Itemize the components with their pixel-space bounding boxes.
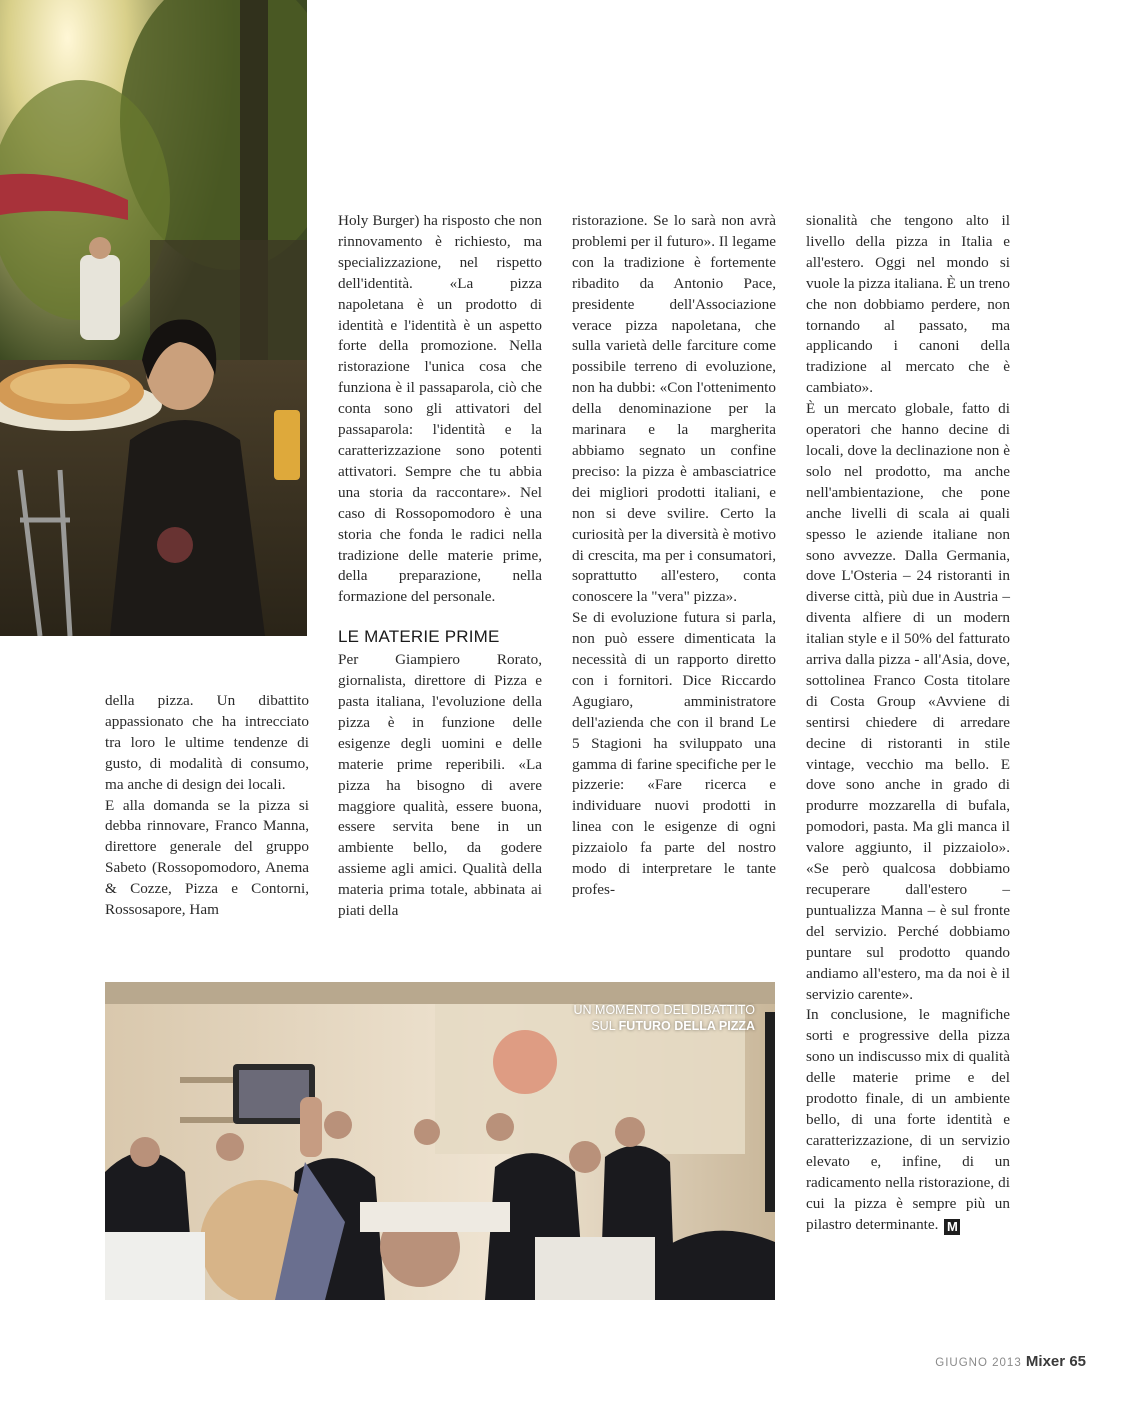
paragraph-final-text: In conclusione, le magnifiche sorti e progressive della pizza sono un indiscusso mix di qualità delle materie prime e del prodotto finale, di un ambiente bello, di una forte identità e caratterizzazione, di un servizio elevato e, infine, di un radicamento nella ristorazione, di cui la pizza è sempre più un pilastro determinante. [806,1006,1010,1233]
paragraph-final [806,1005,1010,1235]
article-column-3 [572,211,776,901]
terrace-photo-illustration [0,0,307,636]
caption-line-1: UN MOMENTO DEL DIBATTITO [573,1003,755,1017]
photo-caption [574,1002,756,1034]
debate-photo [105,982,775,1300]
caption-line-2-bold: FUTURO DELLA PIZZA [618,1019,755,1033]
paragraph: ristorazione. Se lo sarà non avrà problemi per il futuro». Il legame con la tradizione è fortemente ribadito da Antonio Pace, presidente dell'Associazione verace pizza napoletana, che sulla varietà delle farciture come possibile terreno di evoluzione, non ha dubbi: «Con l'ottenimento della denominazione per la marinara e la margherita abbiamo segnato un confine preciso: la pizza è ambasciatrice dei migliori prodotti italiani, e non si deve svilire. Certo la curiosità per la diversità è motivo di crescita, ma per i consumatori, soprattutto all'estero, conta conoscere la "vera" pizza». [572,212,776,606]
section-heading: LE MATERIE PRIME [338,627,500,647]
page-number: 65 [1069,1353,1086,1370]
page-folio [935,1353,1086,1370]
article-column-2 [338,211,542,922]
paragraph: della pizza. Un dibattito appassionato che ha intrecciato tra loro le ultime tendenze di gusto, di modalità di consumo, ma anche di design dei locali. [105,692,309,793]
caption-line-2-prefix: SUL [591,1019,619,1033]
caption-line-2 [574,1018,756,1034]
end-of-article-mark: M [944,1219,960,1235]
magazine-name: Mixer [1025,1353,1066,1370]
paragraph: Se di evoluzione futura si parla, non può essere dimenticata la necessità di un rapporto diretto con i fornitori. Dice Riccardo Agugiaro, amministratore dell'azienda che con il brand Le 5 Stagioni ha sviluppato una gamma di farine specifiche per le pizzerie: «Fare ricerca e individuare nuovi prodotti in linea con le esigenze di ogni pizzaiolo fa parte del nostro modo di interpretare le tante profes- [572,609,776,898]
paragraph: Per Giampiero Rorato, giornalista, direttore di Pizza e pasta italiana, l'evoluzione della pizza è in funzione delle esigenze degli uomini e delle materie prime reperibili. «La pizza ha bisogno di avere maggiore qualità, essere buona, essere servita bene in un ambiente bello, da godere assieme agli amici. Qualità della materia prima totale, abbinata ai piati della [338,651,542,920]
paragraph: Holy Burger) ha risposto che non rinnovamento è richiesto, ma specializzazione, nel rispetto dell'identità. «La pizza napoletana è un prodotto di identità e l'identità è un aspetto forte della promozione. Nella ristorazione l'unica cosa che funziona è il passaparola, ciò che conta sono gli attivatori del passaparola: l'identità e la caratterizzazione sono potenti attivatori. Sempre che tu abbia una storia da raccontare». Nel caso di Rossopomodoro è una storia che fonda le radici nella tradizione delle materie prime, della preparazione, nella formazione del personale. [338,212,542,606]
paragraph: È un mercato globale, fatto di operatori che hanno decine di locali, dove la declinazione non è solo nel prodotto, ma anche nell'ambientazione, che pone anche livelli di scala ai quali spesso le aziende italiane non sono avvezze. Dalla Germania, dove L'Osteria – 24 ristoranti in diverse città, più due in Austria – diventa alfiere di un modern italian style e il 50% del fatturato arriva dalla pizza - all'Asia, dove, sottolinea Franco Costa titolare di Costa Group «Avviene di sentirsi chiedere di arredare decine di ristoranti in stile vintage, vecchio ma bello. E dove sono anche in grado di produrre mozzarella di bufala, pomodori, pasta. Ma gli manca il valore aggiunto, il pizzaiolo». «Se però qualcosa dobbiamo recuperare dall'estero – puntualizza Manna – è sul fronte del servizio. Perché dobbiamo puntare sul prodotto quando andiamo all'estero, ma da noi è il servizio carente». [806,400,1010,1003]
terrace-photo [0,0,307,636]
paragraph: E alla domanda se la pizza si debba rinnovare, Franco Manna, direttore generale del gruppo Sabeto (Rossopomodoro, Anema & Cozze, Pizza e Contorni, Rossosapore, Ham [105,796,309,919]
issue-date: GIUGNO 2013 [935,1357,1022,1369]
paragraph: sionalità che tengono alto il livello della pizza in Italia e all'estero. Oggi nel mondo si vuole la pizza italiana. È un treno che non dobbiamo perdere, non tornando al passato, ma applicando i canoni della tradizione al mercato che è cambiato». [806,212,1010,397]
article-column-4 [806,211,1010,1235]
article-column-1 [105,691,309,921]
